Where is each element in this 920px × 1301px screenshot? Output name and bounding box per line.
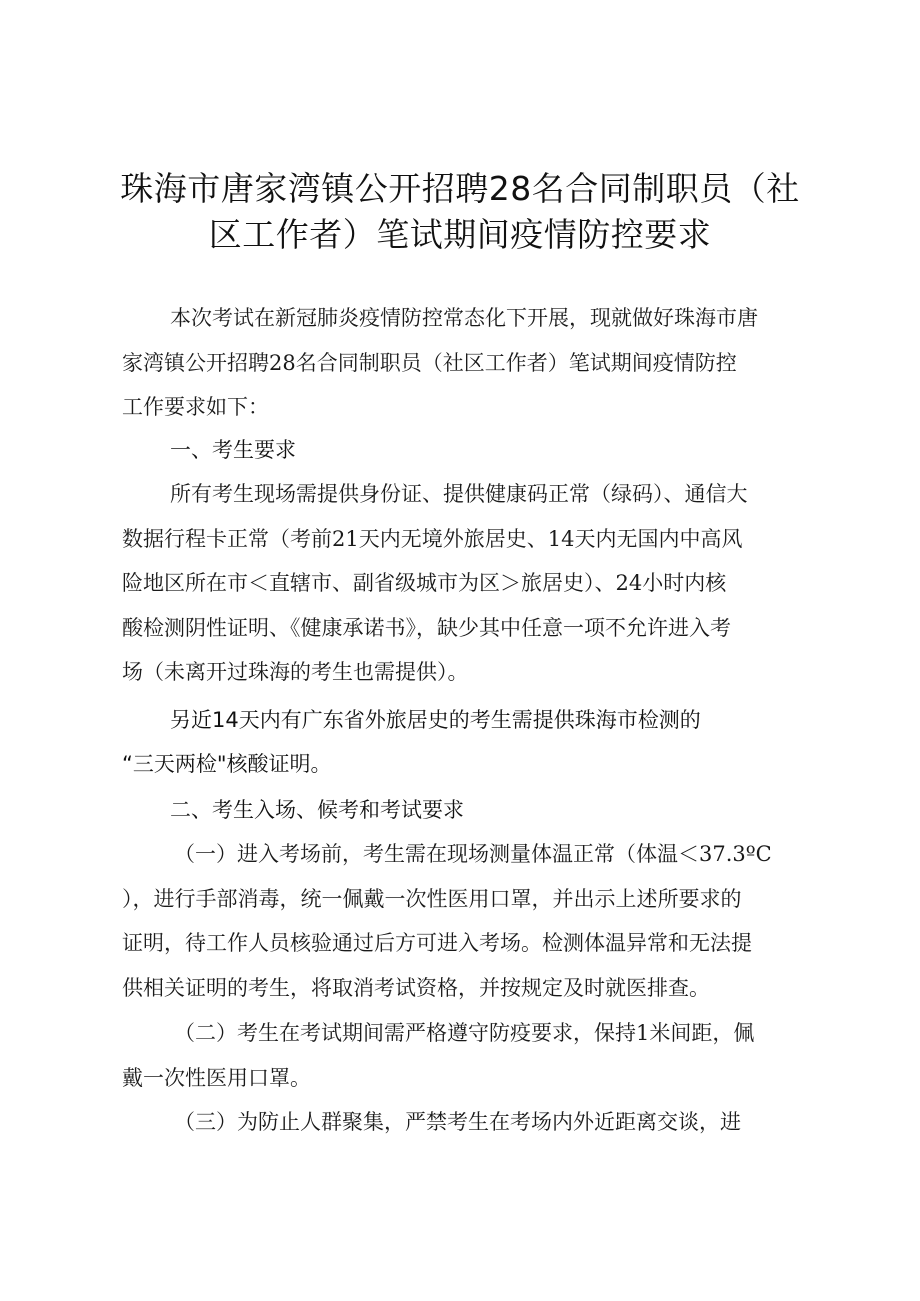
section-1-line: 险地区所在市＜直辖市、副省级城市为区＞旅居史）、24小时内核 — [122, 571, 727, 596]
section-1-paragraph — [122, 472, 812, 695]
section-1-line: 场（未离开过珠海的考生也需提供）。 — [122, 660, 469, 685]
intro-line: 工作要求如下： — [122, 395, 269, 420]
bold-note-line: 另近14天内有广东省外旅居史的考生需提供珠海市检测的 — [170, 708, 701, 732]
section-1-heading: 一、考生要求 — [170, 438, 296, 462]
item-1-line: ），进行手部消毒，统一佩戴一次性医用口罩，并出示上述所要求的 — [122, 886, 742, 911]
document-title-line-2: 区工作者）笔试期间疫情防控要求 — [208, 215, 712, 254]
section-1-line: 酸检测阴性证明、《健康承诺书》，缺少其中任意一项不允许进入考 — [122, 615, 731, 640]
document-title-line-1: 珠海市唐家湾镇公开招聘28名合同制职员（社 — [120, 169, 800, 208]
item-2-line: 戴一次性医用口罩。 — [122, 1065, 311, 1090]
item-2-line: （二）考生在考试期间需严格遵守防疫要求，保持1米间距，佩 — [174, 1021, 755, 1045]
item-1-line: 证明，待工作人员核验通过后方可进入考场。检测体温异常和无法提 — [122, 931, 752, 956]
section-2-item-3 — [122, 1100, 812, 1145]
item-3-line: （三）为防止人群聚集，严禁考生在考场内外近距离交谈，进 — [174, 1110, 741, 1134]
item-1-line: 供相关证明的考生，将取消考试资格，并按规定及时就医排查。 — [122, 975, 710, 1000]
intro-line: 家湾镇公开招聘28名合同制职员（社区工作者）笔试期间疫情防控 — [122, 350, 737, 375]
section-1-line: 数据行程卡正常（考前21天内无境外旅居史、14天内无国内中高风 — [122, 526, 743, 551]
intro-line: 本次考试在新冠肺炎疫情防控常态化下开展，现就做好珠海市唐 — [170, 306, 758, 330]
section-2-item-2 — [122, 1011, 812, 1100]
intro-paragraph — [122, 296, 812, 430]
section-1-bold-note — [122, 698, 812, 786]
section-2-heading: 二、考生入场、候考和考试要求 — [170, 798, 464, 822]
section-1-line: 所有考生现场需提供身份证、提供健康码正常（绿码）、通信大 — [170, 482, 748, 506]
bold-note-line: “三天两检"核酸证明。 — [122, 752, 332, 776]
section-2-item-1 — [122, 832, 812, 1010]
item-1-line: （一）进入考场前，考生需在现场测量体温正常（体温＜37.3ºC — [174, 842, 772, 866]
